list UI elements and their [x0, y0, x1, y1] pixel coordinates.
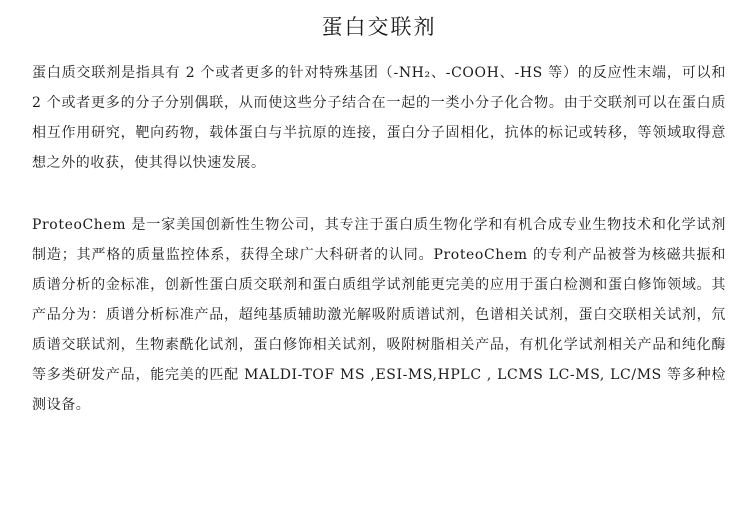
paragraph-intro: 蛋白质交联剂是指具有 2 个或者更多的针对特殊基团（-NH₂、-COOH、-HS 等）的反应性末端，可以和 2 个或者更多的分子分别偶联，从而使这些分子结合在一起的一类小分子化合物。由于交联剂可以在蛋白质相互作用研究，靶向药物，载体蛋白与半抗原的连接，蛋白分子固相化，抗体的标记或转移，等领域取得意想之外的收获，使其得以快速发展。 [32, 65, 726, 171]
document-title: 蛋白交联剂 [321, 15, 437, 39]
paragraph-company: ProteoChem 是一家美国创新性生物公司，其专注于蛋白质生物化学和有机合成专业生物技术和化学试剂制造；其严格的质量监控体系，获得全球广大科研者的认同。ProteoChem 的专利产品被誉为核磁共振和质谱分析的金标准，创新性蛋白质交联剂和蛋白质组学试剂能更完美的应用于蛋白检测和蛋白修饰领域。其产品分为：质谱分析标准产品，超纯基质辅助激光解吸附质谱试剂，色谱相关试剂，蛋白交联相关试剂，氘质谱交联试剂，生物素酰化试剂，蛋白修饰相关试剂，吸附树脂相关产品，有机化学试剂相关产品和纯化酶等多类研发产品，能完美的匹配 MALDI-TOF MS ,ESI-MS,HPLC , LCMS LC-MS, LC/MS 等多种检测设备。 [32, 217, 726, 413]
